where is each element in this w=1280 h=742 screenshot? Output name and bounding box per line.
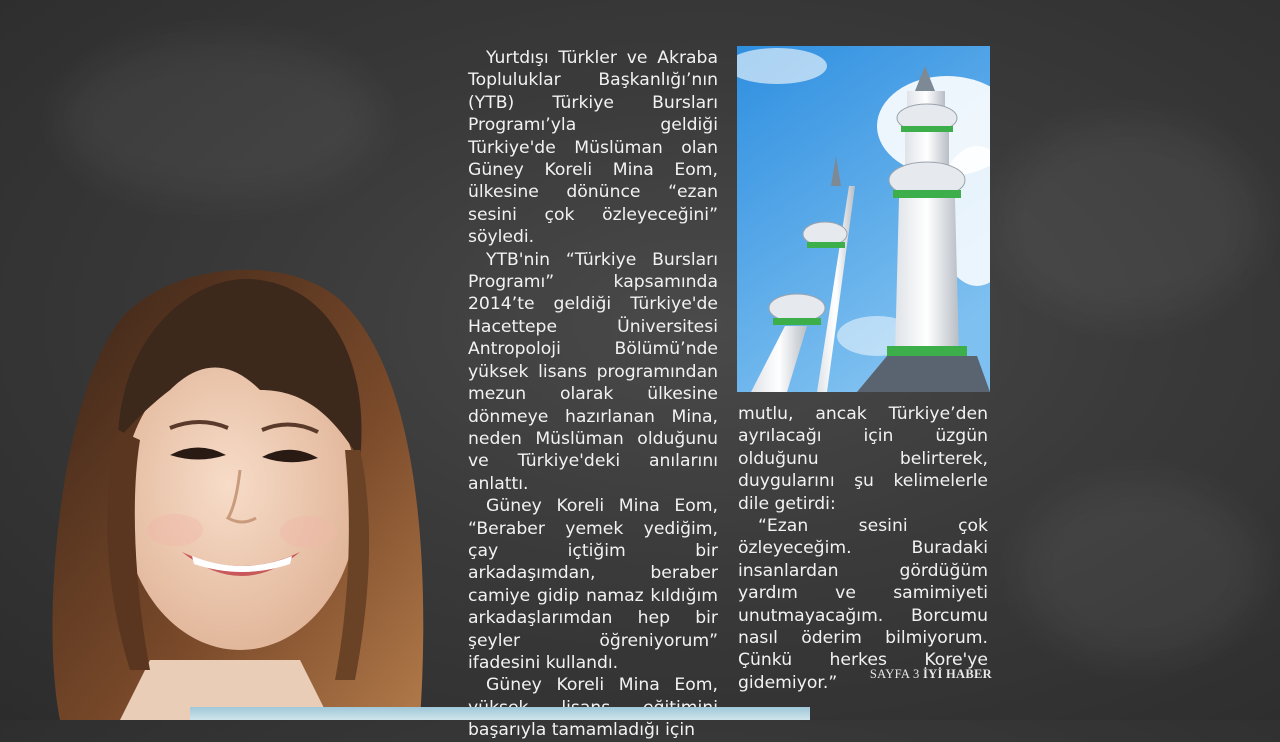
page-footer (852, 667, 992, 682)
portrait-photo (0, 240, 470, 720)
minaret-photo (737, 46, 990, 392)
article-paragraph: Güney Koreli Mina Eom, başarıyla tamamladığı için (468, 675, 718, 741)
quote-text: “Ezan sesini çok özleyeceğim. Buradaki insanlardan gördüğüm yardım ve samimiyeti unutmayacağım. Borcumu nasıl öderim bilmiyorum. Çünkü herkes Kore'ye gidemiyor.” (738, 516, 988, 693)
article-paragraph: Güney Koreli Mina Eom, “Beraber yemek yediğim, çay içtiğim bir arkadaşımdan, beraber camiye gidip namaz kıldığım arkadaşlarımdan hep bir şeyler öğreniyorum” ifadesini kullandı. (468, 496, 718, 673)
chalk-smudge (1020, 480, 1260, 660)
article-column-right (738, 403, 988, 694)
page-number: SAYFA 3 (869, 667, 920, 681)
article-column-left (468, 47, 718, 742)
publication-name: İYİ HABER (922, 667, 992, 681)
article-paragraph: YTB'nin “Türkiye Bursları Programı” kapsamında 2014’te geldiği Türkiye'de Hacettepe Üniversitesi Antropoloji Bölümü’nde yüksek lisans programından mezun olarak ülkesine dönmeye hazırlanan Mina, neden Müslüman olduğunu ve Türkiye'deki anılarını anlattı. (468, 249, 718, 494)
sign-board-edge (190, 707, 810, 720)
article-paragraph: Yurtdışı Türkler ve Akraba Topluluklar Başkanlığı’nın (YTB) Türkiye Bursları Programı’yla geldiği Türkiye'de Müslüman olan Güney Koreli Mina Eom, ülkesine dönünce “ezan sesini çok özleyeceğini” söyledi. (468, 48, 718, 248)
chalk-smudge (1000, 120, 1260, 320)
article-paragraph: mutlu, ancak Türkiye’den ayrılacağı için üzgün olduğunu belirterek, duygularını şu kelimelerle dile getirdi: (738, 404, 988, 514)
chalk-smudge (60, 40, 380, 200)
